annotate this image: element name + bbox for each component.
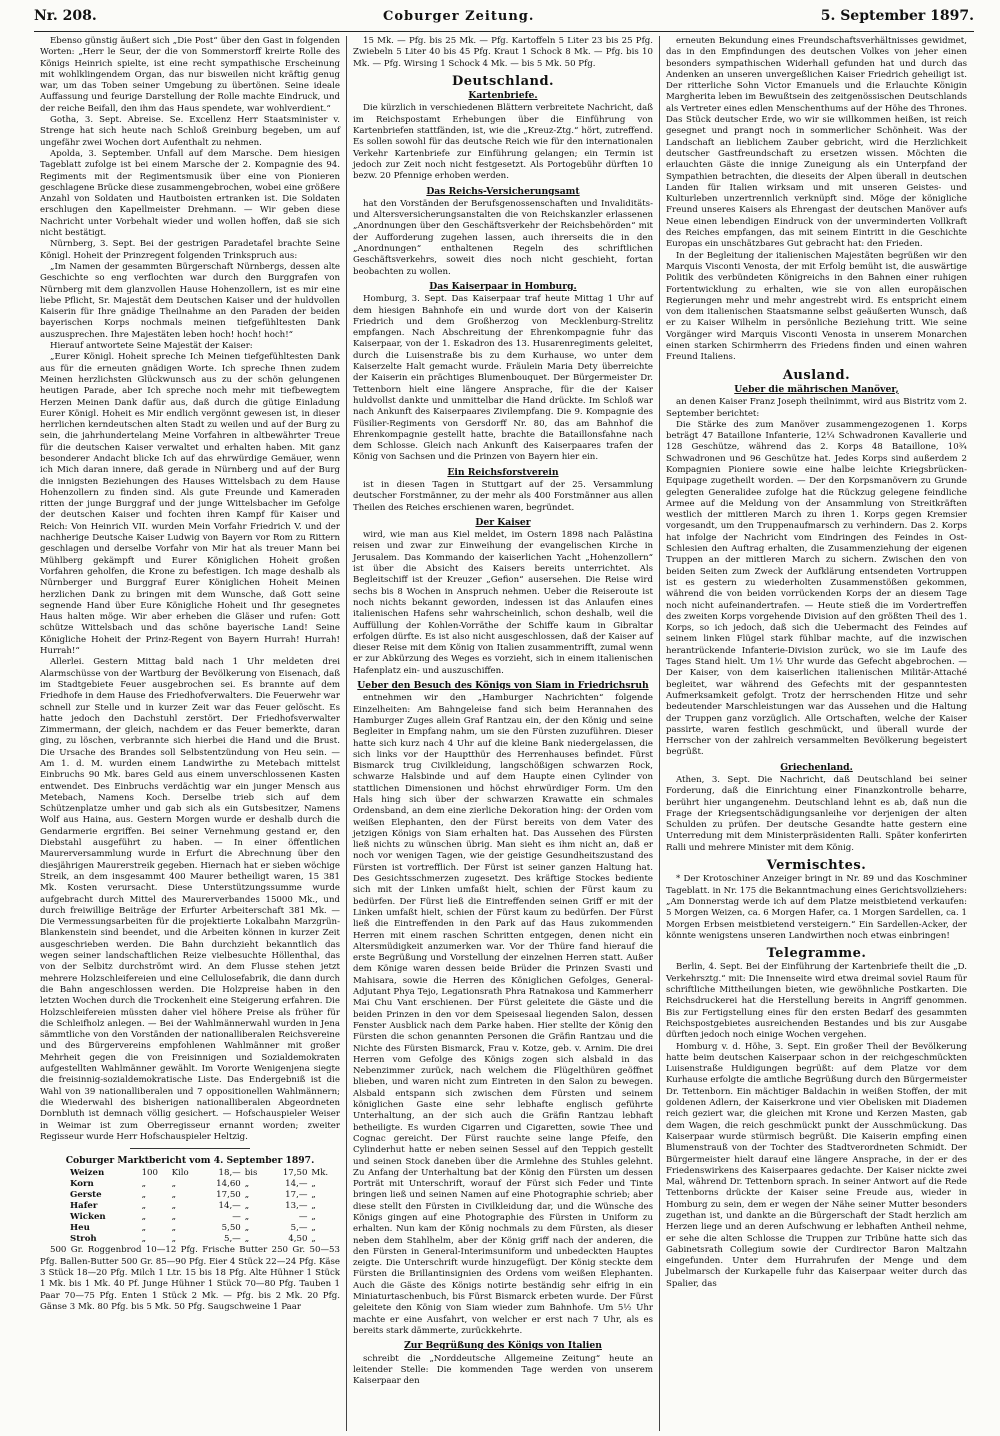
market-row bbox=[40, 1234, 340, 1245]
market-cell: 5,50 bbox=[221, 1223, 241, 1234]
headline-reichsversicherungsamt: Das Reichs-Versicherungsamt bbox=[426, 185, 580, 197]
market-cell: 14,— bbox=[285, 1179, 308, 1190]
market-cell: „ bbox=[171, 1201, 177, 1212]
market-cell: 17,— bbox=[285, 1190, 308, 1201]
section-telegramme: Telegramme. bbox=[766, 946, 867, 962]
market-cell: 17,50 bbox=[282, 1168, 308, 1179]
market-cell: „ bbox=[141, 1212, 147, 1223]
market-cell: „ bbox=[171, 1212, 177, 1223]
article-kaiserpaar-homburg: Homburg, 3. Sept. Das Kaiserpaar traf heute Mittag 1 Uhr auf dem hiesigen Bahnhofe ein und wurde dort von der Kaiserin Friedrich und dem Großherzog von Mecklenburg-Strelitz empfangen. Nach Abschreitung der Ehrenkompagnie fuhr das Kaiserpaar, von der 1. Eskadron des 13. Husarenregiments geleitet, durch die Luisenstraße bis zu dem Kurhause, wo unter dem Kaiserzelte Halt gemacht wurde. Fräulein Maria Dety überreichte der Kaiserin ein prächtiges Blumenbouquet. Der Bürgermeister Dr. Tettenborn hielt eine längere Ansprache, für die der Kaiser huldvollst dankte und unmittelbar die Hand drückte. Im Schloß war nach Ankunft des Kaiserpaares Zivilempfang. Die 9. Kompagnie des Füsilier-Regiments von Gersdorff Nr. 80, das am Bahnhof die Ehrenkompagnie gestellt hatte, brachte die Bataillonsfahne nach dem Schlosse. Gleich nach Ankunft des Kaiserpaares trafen der König von Sachsen und die Prinzen von Bayern hier ein. bbox=[353, 294, 653, 463]
section-ausland: Ausland. bbox=[782, 367, 851, 383]
telegram-homburg: Homburg v. d. Höhe, 3. Sept. Ein großer Theil der Bevölkerung hatte beim deutschen Kaiserpaar schon in der reichgeschmückten Luisenstraße Huldigungen begrüßt: auf dem Platze vor dem Kurhause erfolgte die amtliche Begrüßung durch den Bürgermeister Dr. Tettenborn. Ein mächtiger Baldachin in weißen Stoffen, der mit goldenen Adlern, der Kaiserkrone und vier Obelisken mit Diademen reich geziert war, die gleichen mit Krone und Kerzen Masten, gab dem Wagen, die reich geschmückt punkt der Ausschmückung. Das Kaiserpaar wurde stürmisch begrüßt. Die Kaiserin empfing einen Blumenstrauß von der Tochter des Stadtverordneten Schmidt. Der Bürgermeister hielt darauf eine längere Ansprache, in der er des Friedenswirkens des Kaiserpaares gedachte. Der Kaiser nickte zwei Mal, während Dr. Tettenborn sprach. In seiner Antwort auf die Rede Tettenborns drückte der Kaiser seine Freude aus, wieder in Homburg zu sein, dem er wegen der Nähe seiner Mutter besonders zugethan ist, und dankte an die Bürgerschaft der Stadt herzlich am Herzen liege und an deren Aufschwung er lebhaften Antheil nehme, er sehe die alten Schlosse die Truppen zur Tribüne hatte sich das Gabinetsrath Collegium sowie der Curdirector Baron Maltzahn eingefunden. Unter dem Hurrahrufen der Menge und dem Jubelmarsch der Kurkapelle fuhr das Kaiserpaar weiter durch das Spalier, das bbox=[666, 1041, 967, 1289]
article-reichsversicherungsamt: hat den Vorständen der Berufsgenossenschaften und Invaliditäts- und Altersversicherungsanstalten die von Reichskanzler erlassenen „Anordnungen über den Geschäftsverkehr der Reichsbehörden“ mit der Aufforderung zugehen lassen, auch ihrerseits die in den „Anordnungen“ enthaltenen Regeln des schriftlichen Geschäftsverkehrs, soweit dies noch nicht geschieht, fortan beobachten zu wollen. bbox=[353, 198, 653, 277]
article-allerlei: Allerlei. Gestern Mittag bald nach 1 Uhr meldeten drei Alarmschüsse von der Wartburg der Bevölkerung von Eisenach, daß im Stadtgebiete Feuer ausgebrochen sei. Es brannte auf dem Friedhofe in dem Hause des Friedhofverwalters. Die Feuerwehr war schnell zur Stelle und in kurzer Zeit war das Feuer gelöscht. Es hatte jedoch den Dachstuhl zerstört. Der Friedhofsverwalter Zimmermann, der gleich, nachdem er das Feuer bemerkte, daran ging, zu löschen, verbrannte sich hierbei die Hand und die Brust. Die Ursache des Brandes soll Selbstentzündung von Heu sein. — Am 1. d. M. wurden einem Landwirthe zu Metebach mittelst Einbruchs 90 Mk. bares Geld aus einem unverschlossenen Kasten entwendet. Des Einbruchs verdächtig war ein junger Mensch aus Metebach, Namens Koch. Derselbe trieb sich auf dem Schützenplatze umher und gab sich als ein Gutsbesitzer, Namens Wolf aus Haina, aus. Gestern Morgen wurde er deshalb durch die Gendarmerie ergriffen. Bei seiner Vernehmung gestand er, den Diebstahl ausgeführt zu haben. — In einer öffentlichen Maurerversammlung wurde in Erfurt die Abrechnung über den diesjährigen Maurerstreik gegeben. Hiernach hat er sieben wöchige Streik, an dem insgesammt 400 Maurer betheiligt waren, 15 381 Mk. Kosten verursacht. Diese Unterstützungssumme wurde aufgebracht durch Mittel des Maurerverbandes 15000 Mk., und durch freiwillige Beiträge der Erfurter Arbeiterschaft 381 Mk. — Die Vermessungsarbeiten für die projektierte Lokalbahn Marzgrün-Blankenstein sind beendet, und die Arbeiten können in kurzer Zeit ausgeschrieben werden. Die Bahn durchzieht bekanntlich das wegen seiner landschaftlichen Reize vielbesuchte Höllenthal, das von der Selbitz durchströmt wird. An dem Flusse stehen jetzt mehrere Holzschleifereien und eine Cellulosefabrik, die dann durch die Bahn angeschlossen werden. Die Holzpreise haben in den letzten Wochen durch die Trockenheit eine Steigerung erfahren. Die Holzschleifereien müssten daher viel höhere Preise als früher für die Schleifholz anlegen. — Bei der Wahlmännerwahl wurden in Jena sämmtliche von den Vorständen der nationalliberalen Reichsvereine und des Bürgervereins empfohlenen Wahlmänner mit großer Mehrheit gegen die von Freisinnigen und Sozialdemokraten aufgestellten Wahlmänner gewählt. Im Vororte Wenigenjena siegte die freisinnig-sozialdemokratische Liste. Das Endergebniß ist die Wahl von 39 nationalliberalen und 7 oppositionellen Wahlmännern; die Wiederwahl des bisherigen nationalliberalen Abgeordneten Dornbluth ist demnach völlig gesichert. — Hofschauspieler Weiser in Weimar ist zum Oberregisseur ernannt worden; zweiter Regisseur wurde Herr Hofschauspieler Heltzig. bbox=[40, 657, 340, 1142]
market-row bbox=[40, 1223, 340, 1234]
market-cell: „ bbox=[141, 1190, 147, 1201]
market-cell: 5,— bbox=[223, 1234, 241, 1245]
market-report-title: Coburger Marktbericht vom 4. September 1897. bbox=[65, 1155, 315, 1167]
market-report-continued: 15 Mk. — Pfg. bis 25 Mk. — Pfg. Kartoffeln 5 Liter 23 bis 25 Pfg. Zwiebeln 5 Liter 40 bis 45 Pfg. Kraut 1 Schock 8 Mk. — Pfg. bis 10 Mk. — Pfg. Wirsing 1 Schock 4 Mk. — bis 5 Mk. 50 Pfg. bbox=[353, 36, 653, 69]
column-1 bbox=[34, 36, 347, 1431]
article-nuernberg: Nürnberg, 3. Sept. Bei der gestrigen Paradetafel brachte Seine Königl. Hoheit der Prinzregent folgenden Trinkspruch aus: bbox=[40, 239, 340, 261]
telegram-berlin: Berlin, 4. Sept. Bei der Einführung der Kartenbriefe theilt die „D. Verkehrsztg.“ mit: Die Innenseite wird etwa dreimal soviel Raum für schriftliche Mittheilungen bieten, wie gewöhnliche Postkarten. Die Reichsdruckerei hat die Herstellung bereits in Angriff genommen. Bis zur Fertigstellung eines für den ersten Bedarf des gesammten Reichspostgebietes ausreichenden Bestandes und bis zur Ausgabe dürften jedoch noch einige Wochen vergehen. bbox=[666, 962, 967, 1041]
reply-intro: Hierauf antwortete Seine Majestät der Kaiser: bbox=[50, 341, 253, 352]
market-item: Korn bbox=[70, 1179, 94, 1190]
article-reichsforstverein: ist in diesen Tagen in Stuttgart auf der 25. Versammlung deutscher Forstmänner, zu der mehr als 400 Forstmänner aus allen Theilen des Reiches erschienen waren, begründet. bbox=[353, 479, 653, 513]
article-visconti: In der Begleitung der italienischen Majestäten begrüßen wir den Marquis Visconti Venosta, der mit Erfolg bemüht ist, die auswärtige Politik des verbündeten Königreichs in den Bahnen einer ruhigen Fortentwicklung zu erhalten, wie sie von allen europäischen Regierungen mehr und mehr angestrebt wird. Es entspricht einem von dem italienischen Staatsmanne selbst geäußerten Wunsch, daß er zu Kaiser Wilhelm in persönliche Beziehung tritt. Wie seine Vorgänger wird Marquis Visconti Venosta in unserem Monarchen einen starken Schirmherrn des Friedens finden und einen wahren Freund Italiens. bbox=[666, 250, 967, 363]
columns bbox=[34, 36, 974, 1431]
divider bbox=[130, 1148, 250, 1149]
article-manoever-intro: an denen Kaiser Franz Joseph theilnimmt, wird aus Bistritz vom 2. September berichtet: bbox=[666, 397, 967, 419]
market-cell: 100 bbox=[141, 1168, 158, 1179]
section-deutschland: Deutschland. bbox=[451, 73, 555, 89]
market-item: Gerste bbox=[70, 1190, 102, 1201]
headline-der-kaiser: Der Kaiser bbox=[475, 516, 531, 528]
market-cell: „ bbox=[244, 1179, 250, 1190]
market-cell: „ bbox=[311, 1234, 316, 1245]
newspaper-title: Coburger Zeitung. bbox=[383, 9, 535, 24]
headline-kartenbriefe: Kartenbriefe. bbox=[468, 90, 538, 102]
market-cell: „ bbox=[244, 1201, 250, 1212]
market-row bbox=[40, 1201, 340, 1212]
toast-kaiser: „Eurer Königl. Hoheit spreche Ich Meinen tiefgefühltesten Dank aus für die erneuten gnädigen Worte. Ich spreche Ihnen zudem Meinen herzlichsten Glückwunsch aus zu der schön gelungenen heutigen Parade, aber Ich spreche noch mehr mit tiefbewegtem Herzen Meinen Dank dafür aus, daß durch die gütige Einladung Eurer Königl. Hoheit es Mir endlich vergönnt gewesen ist, in dieser herrlichen kerndeutschen alten Stadt zu weilen und auf der Burg zu sein, die jahrhundertelang Meine Vorfahren in altbewährter Treue für die deutschen Kaiser verwaltet und erhalten haben. Mit ganz besonderer Andacht blicke Ich auf das ehrwürdige Gemäuer, wenn ich Mich daran innere, daß gerade in Nürnberg und auf der Burg die innigsten Beziehungen des Hauses Wittelsbach zu dem Hause Hohenzollern zu finden sind. Als gute Freunde und Kameraden ritten der junge Burggraf und der junge Wittelsbacher im Gefolge der deutschen Kaiser und fochten ihren Kampf für Kaiser und Reich: Von Heinrich VII. wurden Mein Vorfahr Friedrich V. und der nachherige Deutsche Kaiser Ludwig von Bayern vor Rom zu Rittern geschlagen und derselbe Vorfahr von Mir hat als treuer Mann bei Mühlberg gekämpft und Eurer Königlichen Hoheit großen Vorfahren geholfen, die Krone zu befestigen. Ich mage deshalb als Nürnberger und Burggraf Eurer Königlichen Hoheit Meinen herzlichen Dank zu bringen mit dem Wunsche, daß Gott seine segnende Hand über Eure Königliche Hoheit und Ihr gesegnetes Haus halten möge. Wir aber erheben die Gläser und rufen: Gott schütze Wittelsbach und das schöne bayerische Land! Seine Königliche Hoheit der Prinz-Regent von Bayern Hurrah! Hurrah! Hurrah!“ bbox=[40, 352, 340, 657]
market-cell: „ bbox=[311, 1223, 316, 1234]
issue-date: 5. September 1897. bbox=[820, 8, 974, 24]
market-item: Heu bbox=[70, 1223, 90, 1234]
article-kartenbriefe: Die kürzlich in verschiedenen Blättern verbreitete Nachricht, daß im Reichspostamt Erhebungen über die Einführung von Kartenbriefen stattfänden, ist, wie die „Kreuz-Ztg.“ hört, zutreffend. Es sollen sowohl für das deutsche Reich wie für den internationalen Verkehr Kartenbriefe zur Einführung gelangen; ein Termin ist jedoch zur Zeit noch nicht festgesetzt. Als Portogebühr dürften 10 bezw. 20 Pfennige erhoben werden. bbox=[353, 103, 653, 182]
market-item: Wicken bbox=[70, 1212, 106, 1223]
market-report-text: 500 Gr. Roggenbrod 10—12 Pfg. Frische Butter 250 Gr. 50—53 Pfg. Ballen-Butter 500 Gr. 85—90 Pfg. Eier 4 Stück 22—24 Pfg. Käse 3 Stück 18—20 Pfg. Milch 1 Ltr. 15 bis 18 Pfg. Alte Hühner 1 Stück 1 Mk. bis 1 Mk. 40 Pf. Junge Hühner 1 Stück 70—80 Pfg. Tauben 1 Paar 70—75 Pfg. Enten 1 Stück 2 Mk. — Pfg. bis 2 Mk. 20 Pfg. Gänse 3 Mk. 80 Pfg. bis 5 Mk. 50 Pfg. Saugschweine 1 Paar bbox=[40, 1245, 340, 1312]
market-item: Hafer bbox=[70, 1201, 98, 1212]
market-cell: 14,60 bbox=[216, 1179, 241, 1190]
market-cell: „ bbox=[311, 1201, 316, 1212]
market-cell: bis bbox=[244, 1168, 258, 1179]
masthead bbox=[34, 8, 974, 32]
headline-italien: Zur Begrüßung des Königs von Italien bbox=[404, 1340, 602, 1352]
market-cell: „ bbox=[171, 1190, 177, 1201]
article-apolda: Apolda, 3. September. Unfall auf dem Marsche. Dem hiesigen Tageblatt zufolge ist bei einem Marsche der 2. Kompagnie des 94. Regiments mit der Regimentsmusik über eine von Pionieren geschlagene Brücke diese zusammengebrochen, wobei eine größere Anzahl von Soldaten und Hautboisten ertranken ist. Die Soldaten erschlugen den Kapellmeister Drehmann. — Wir geben diese Nachricht unter Vorbehalt wieder und wollen hoffen, daß sie sich nicht bestätigt. bbox=[40, 148, 340, 239]
article-vermischtes: * Der Krotoschiner Anzeiger bringt in Nr. 89 und das Koschminer Tageblatt. in Nr. 175 die Bekanntmachung eines Gerichtsvollziehers: „Am Donnerstag werde ich auf dem Platze meistbietend verkaufen: 5 Morgen Weizen, ca. 6 Morgen Hafer, ca. 1 Morgen Sardellen, ca. 1 Morgen Erbsen meistbietend versteigern.“ Ein Sardellen-Acker, der könnte wenigstens unseren Landwirthen noch etwas einbringen! bbox=[666, 874, 967, 941]
market-cell: „ bbox=[171, 1223, 177, 1234]
market-cell: „ bbox=[171, 1234, 177, 1245]
market-cell: „ bbox=[311, 1212, 316, 1223]
article-siam: entnehmen wir den „Hamburger Nachrichten“ folgende Einzelheiten: Am Bahngeleise fand sich beim Herannahen des Hamburger Zuges allein Graf Rantzau ein, der den König und seine Begleiter in Empfang nahm, um sie den Fürsten zuzuführen. Dieser hatte sich kurz nach 4 Uhr auf die kleine Bank niedergelassen, die sich links vor der Hauptthür des Herrenhauses befindet. Fürst Bismarck trug Civilkleidung, langschößigen schwarzen Rock, schwarze Halsbinde und auf dem Haupte einen Cylinder von stattlichen Dimensionen und höchst ehrwürdiger Form. Um den Hals hing sich über der schwarzen Krawatte ein schmales Ordensband, an dem eine zierliche Dekoration hing: der Orden vom weißen Elephanten, den der Fürst bereits von dem Vater des jetzigen Königs von Siam erhalten hat. Das Aussehen des Fürsten ließ nichts zu wünschen übrig. Man sieht es ihm nicht an, daß er noch vor wenigen Tagen, wie der geistige Gesundheitszustand des Fürsten ist vortrefflich. Der Fürst ist seiner ganzen Haltung hat. Des Gesichtsschmerzen zugesetzt. Des kräftige Stockes bediente sich mit der Linken umfaßt hielt, schien der Fürst kaum zu bedürfen. Der Fürst ließ die Eintreffenden seinen Griff er mit der Linken umfaßt hielt, schien der Fürst kaum zu bedürfen. Der Fürst ließ die Eintreffenden in den Park auf das Haus zukommenden Herren mit einem raschen Schritten entgegen, denen nicht ein Altersmüdigkeit anzumerken war. Vor der Thüre fand hierauf die erste Begrüßung und Vorstellung der einzelnen Herren statt. Außer dem Könige waren dessen beide Brüder die Prinzen Svasti und Mahisara, sowie die Herren des Königlichen Gefolges, General-Adjutant Phya Tejo, Legationsrath Phra Ratnakosa und Kammerherr Mai Chu Vant erschienen. Der Fürst geleitete die Gäste und die beiden Prinzen in den vor dem Speisesaal liegenden Salon, dessen Fenster Ausblick nach dem Parke haben. Hier stellte der König den Fürsten die schon genannten Personen die Gräfin Rantzau und die Nichte des Fürsten Bismarck, Frau v. Kotze, geb. v. Arnim. Die drei Herren vom Gefolge des Königs zogen sich alsbald in das Nebenzimmer zurück, nach welchem die Flügelthüren geöffnet blieben, und waren nicht zum Eintreten in den Salon zu bewegen. Alsbald entspann sich zwischen dem Fürsten und seinem königlichen Gaste eine sehr lebhafte englisch geführte Unterhaltung, an der sich auch die Gräfin Rantzau lebhaft betheiligte. Es wurden Cigarren und Cigaretten, sowie Thee und Cognac gereicht. Der Fürst rauchte seine lange Pfeife, den Cylinderhut hatte er neben seinen Sessel auf den Teppich gestellt und seinen Stock daneben über die Armlehne des Stuhles gelehnt. Zu Anfang der Unterhaltung bat der König den Fürsten um dessen Porträt mit Unterschrift, worauf der Fürst sich Feder und Tinte bringen ließ und seinen Namen auf eine Photographie schrieb; aber diese stellt den Fürsten in Civilkleidung dar, und die Wünsche des Königs gingen auf eine Photographie des Fürsten in Uniform zu erhalten. Nun kam der König nochmals zu dem Fürsten, als dieser neben dem Stahlhelm, aber der König griff nach der anderen, die den Fürsten in General-Interimsuniform und unbedeckten Hauptes zeigte. Die Unterschrift wurde hinzugefügt. Der König steckte dem Fürsten die Brillantinsignien des Ordens vom weißen Elephanten. Auch die Gäste des Königs notirte beständig sehr eifrig in ein Miniaturtaschenbuch, bis Fürst Bismarck erbeten wurde. Der Fürst geleitete den König von Siam wieder zum Bahnhofe. Um 5½ Uhr machte er eine Ausfahrt, von welcher er erst nach 7 Uhr, als es bereits stark dämmerte, zurückkehrte. bbox=[353, 693, 653, 1336]
market-cell: — bbox=[232, 1212, 241, 1223]
article-post-review: Ebenso günstig äußert sich „Die Post“ über den Gast in folgenden Worten: „Herr le Seur, der die von Sommerstorff kreirte Rolle des Königs Heinrich spielte, ist eine recht sympathische Erscheinung mit wohlklingendem Organ, das nur bisweilen nicht kräftig genug war, um das Toben seiner Umgebung zu übertönen. Seine ideale Auffassung und feurige Darstellung der Rolle machte Eindruck, und der reiche Beifall, den ihm das Haus spendete, war wohlverdient.“ bbox=[40, 36, 340, 114]
market-cell: Kilo bbox=[171, 1168, 189, 1179]
headline-kaiserpaar-homburg: Das Kaiserpaar in Homburg. bbox=[429, 280, 577, 292]
headline-reichsforstverein: Ein Reichsforstverein bbox=[447, 466, 559, 478]
article-manoever: Die Stärke des zum Manöver zusammengezogenen 1. Korps beträgt 47 Bataillone Infanterie, 12¼ Schwadronen Kavallerie und 128 Geschütze, während das 2. Korps 48 Bataillone, 10¾ Schwadronen und 96 Geschütze hat. Jedes Korps sind außerdem 2 Kompagnien Pioniere sowie eine halbe leichte Kriegsbrücken-Equipage zugetheilt worden. — Der den Korpsmanövern zu Grunde gelegten Generalidee zufolge hat die Rückzug gelegene feindliche Armee auf die Meldung von der Ansammlung von Streitkräften westlich der mittleren March zu ihren 1. Korps gegen Kremsier vorgesandt, um den Truppenaufmarsch zu verhindern. Das 2. Korps hat infolge der Nachricht vom Eindringen des Feindes in Ost-Schlesien den Auftrag erhalten, die Zusammenziehung der eigenen Truppen an der mittleren March zu sichern. Zwischen den von beiden Seiten zum Zweck der Aufklärung entsendeten Vortruppen ist es gestern zu wiederholten Zusammenstößen gekommen, während die von beiden vorrückenden Korps der an diesem Tage noch nicht aufeinandertrafen. — Heute stieß die im Vordertreffen des zweiten Korps vorgehende Division auf den größten Theil des 1. Korps, so ich jedoch, daß sich die Uebermacht des Feindes auf seinem linken Flügel stark fühlbar machte, auf die inzwischen herantrückende Infanterie-Division zurück, wo sie im Laufe des Tages Stand hielt. Um 1½ Uhr wurde das Gefecht abgebrochen. — Der Kaiser, von dem kaiserlichen italienischen Militär-Attaché begleitet, war während des Gefechts mit der gespanntesten Aufmerksamkeit gefolgt. Trotz der herrschenden Hitze und sehr bedeutender Marschleistungen war das Aussehen und die Haltung der Truppen ganz vorzüglich. Alle Ortschaften, welche der Kaiser passirte, waren festlich geschmückt, und überall wurde der Herrscher von der zahlreich versammelten Bevölkerung begeistert begrüßt. bbox=[666, 419, 967, 758]
market-row bbox=[40, 1179, 340, 1190]
issue-number: Nr. 208. bbox=[34, 8, 97, 24]
article-italien-continued: erneuten Bekundung eines Freundschaftsverhältnisses gewidmet, das in den Empfindungen des deutschen Volkes von jeher einen besonders sympathischen Widerhall gefunden hat und durch das Andenken an unseren unvergeßlichen Kaiser Friedrich geheiligt ist. Der ritterliche Sohn Victor Emanuels und die Erlauchte Königin Margherita leben im Bewußtsein des zeitgenössischen Deutschlands als Vertreter eines edlen Menschenthums auf der Höhe des Thrones. Das Stück deutscher Erde, wo wir sie willkommen heißen, ist reich gesegnet und prangt noch in sommerlicher Schönheit. Was der Landschaft an lieblichem Zauber gebricht, wird die Herzlichkeit deutscher Gastfreundschaft zu ersetzen wissen. Möchten die erlauchten Gäste die innige Zuneigung als ein Unterpfand der Sympathien betrachten, die dieseits der Alpen überall in deutschen Landen für Italien wirksam und mit unseren Geistes- und Kulturleben unzertrennlich verknüpft sind. Möge der königliche Freund unseres Kaisers als Ehrengast der deutschen Manöver aufs Neue einen lebendigen Eindruck von der unverminderten Vollkraft des Reiches empfangen, das mit seinem Eintritt in die Geschichte Europas ein unschätzbares Gut gebracht hat: den Frieden. bbox=[666, 36, 967, 250]
market-cell: „ bbox=[141, 1234, 147, 1245]
headline-siam: Ueber den Besuch des Königs von Siam in Friedrichsruh bbox=[357, 680, 649, 692]
market-cell: „ bbox=[141, 1179, 147, 1190]
headline-griechenland: Griechenland. bbox=[780, 761, 853, 773]
market-cell: 17,50 bbox=[216, 1190, 241, 1201]
market-item: Weizen bbox=[70, 1168, 105, 1179]
article-gotha: Gotha, 3. Sept. Abreise. Se. Excellenz Herr Staatsminister v. Strenge hat sich heute nach Schloß Greinburg begeben, um auf ungefähr zwei Wochen dort Aufenthalt zu nehmen. bbox=[40, 115, 340, 148]
article-griechenland: Athen, 3. Sept. Die Nachricht, daß Deutschland bei seiner Forderung, daß die Einrichtung einer Finanzkontrolle beharre, berührt hier ungangenehm. Deutschland lehnt es ab, daß nun die Frage der Kriegsentschädigungsanleihe vor derjenigen der alten Schulden zu prüfen. Der deutsche Gesandte hatte gestern eine Unterredung mit dem Ministerpräsidenten Ralli. Später konferirten Ralli und mehrere Minister mit dem König. bbox=[666, 775, 967, 853]
market-row bbox=[40, 1212, 340, 1223]
market-item: Stroh bbox=[70, 1234, 97, 1245]
market-cell: „ bbox=[244, 1223, 250, 1234]
market-cell: „ bbox=[171, 1179, 177, 1190]
market-cell: 13,— bbox=[285, 1201, 308, 1212]
market-cell: 4,50 bbox=[288, 1234, 308, 1245]
market-cell: 5,— bbox=[290, 1223, 308, 1234]
market-table bbox=[40, 1168, 340, 1245]
column-3 bbox=[660, 36, 973, 1431]
market-cell: 14,— bbox=[218, 1201, 241, 1212]
section-vermischtes: Vermischtes. bbox=[766, 858, 867, 874]
market-cell: — bbox=[298, 1212, 308, 1223]
article-italien: schreibt die „Norddeutsche Allgemeine Zeitung“ heute an leitender Stelle: Die kommenden Tage werden von unserem Kaiserpaar den bbox=[353, 1353, 653, 1387]
market-cell: „ bbox=[311, 1190, 316, 1201]
market-cell: „ bbox=[244, 1190, 250, 1201]
market-cell: „ bbox=[244, 1212, 250, 1223]
article-der-kaiser: wird, wie man aus Kiel meldet, im Ostern 1898 nach Palästina reisen und zwar zur Einweihung der evangelischen Kirche in Jerusalem. Das Kommando der kaiserlichen Yacht „Hohenzollern“ ist über die Absicht des Kaisers bereits unterrichtet. Als Begleitschiff ist der Kreuzer „Gefion“ ausersehen. Die Reise wird sechs bis 8 Wochen in Anspruch nehmen. Ueber die Reiseroute ist noch nichts bekannt geworden, indessen ist das Anlaufen eines italienischen Hafens sehr wahrscheinlich, schon deshalb, weil die Auffüllung der Kohlen-Vorräthe der Schiffe kaum in Gibraltar erfolgen dürfte. Es ist also nicht ausgeschlossen, daß der Kaiser auf dieser Reise mit dem König von Italien zusammentrifft, zumal wenn er zur Abkürzung des Weges es vorzieht, sich in einem italienischen Hafenplatz ein- und auszuschiffen. bbox=[353, 530, 653, 676]
column-2 bbox=[347, 36, 660, 1431]
headline-manoever: Ueber die mährischen Manöver, bbox=[734, 383, 899, 395]
market-cell: „ bbox=[141, 1223, 147, 1234]
market-cell: 18,— bbox=[218, 1168, 241, 1179]
market-row bbox=[40, 1168, 340, 1179]
market-cell: Mk. bbox=[311, 1168, 329, 1179]
market-cell: „ bbox=[141, 1201, 147, 1212]
market-cell: „ bbox=[311, 1179, 316, 1190]
market-row bbox=[40, 1190, 340, 1201]
toast-prinzregent: „Im Namen der gesammten Bürgerschaft Nürnbergs, dessen alte Geschichte so eng verflochten war durch den Burggrafen von Nürnberg mit dem glanzvollen Hause Hohenzollern, ist es mir eine liebe Pflicht, Sr. Majestät dem Deutschen Kaiser und der huldvollen Kaiserin für Ihre gnädige Theilnahme an den Paraden der beiden bayerischen Korps nochmals meinen tiefgefühltesten Dank auszusprechen. Ihre Majestäten leben hoch! hoch! hoch!“ bbox=[40, 261, 340, 340]
market-cell: „ bbox=[244, 1234, 250, 1245]
